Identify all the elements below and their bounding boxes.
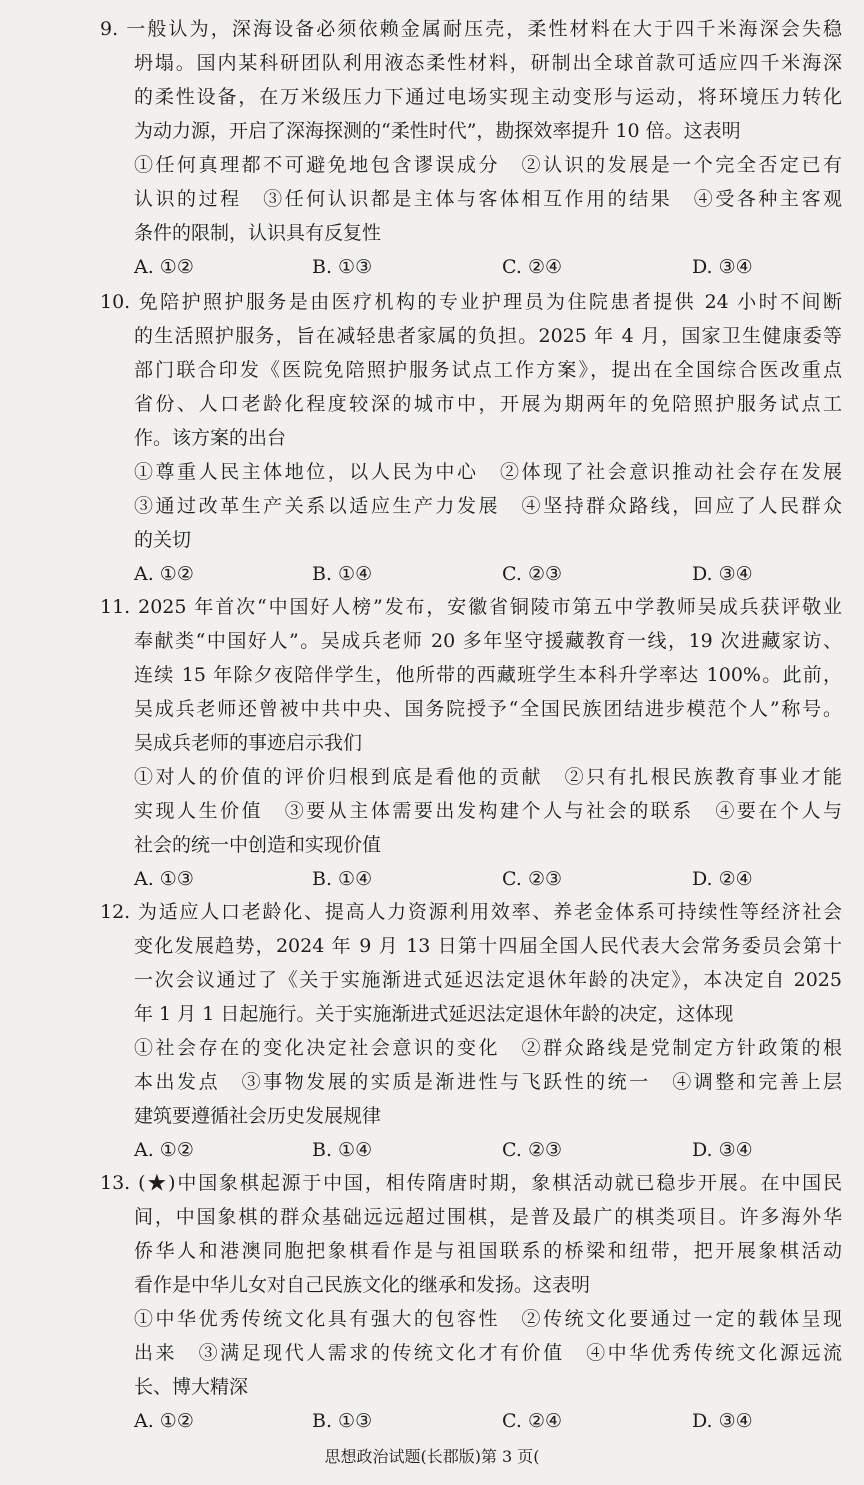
statement-line: ①尊重人民主体地位，以人民为中心 ②体现了社会意识推动社会存在发展 [134,461,842,483]
option-a: A. ①② [134,1139,194,1161]
question-stem-line: 省份、人口老龄化程度较深的城市中，开展为期两年的免陪照护服务试点工 [134,393,842,415]
answer-options [100,1133,842,1167]
statement-line: ①任何真理都不可避免地包含谬误成分 ②认识的发展是一个完全否定已有 [134,154,842,176]
statement-line: 条件的限制，认识具有反复性 [134,222,382,244]
option-c: C. ②③ [502,868,563,890]
question-stem-line: 侨华人和港澳同胞把象棋看作是与祖国联系的桥梁和纽带，把开展象棋活动 [134,1240,842,1262]
question-13 [100,1166,842,1438]
option-a: A. ①② [134,563,194,585]
question-stem-line: 9. 一般认为，深海设备必须依赖金属耐压壳，柔性材料在大于四千米海深会失稳 [100,18,842,40]
question-10 [100,285,842,591]
statement-line: ①社会存在的变化决定社会意识的变化 ②群众路线是党制定方针政策的根 [134,1037,842,1059]
question-stem-line: 13. (★)中国象棋起源于中国，相传隋唐时期，象棋活动就已稳步开展。在中国民 [100,1172,842,1194]
statement-line: 本出发点 ③事物发展的实质是渐进性与飞跃性的统一 ④调整和完善上层 [134,1071,842,1093]
statement-line: 建筑要遵循社会历史发展规律 [134,1105,382,1127]
answer-options [100,862,842,896]
option-b: B. ①④ [312,563,373,585]
option-c: C. ②④ [502,256,563,278]
question-stem-line: 年 1 月 1 日起施行。关于实施渐进式延迟法定退休年龄的决定，这体现 [134,1003,734,1025]
question-stem-line: 为动力源，开启了深海探测的“柔性时代”，勘探效率提升 10 倍。这表明 [134,120,741,142]
option-a: A. ①② [134,256,194,278]
question-stem-line: 奉献类“中国好人”。吴成兵老师 20 多年坚守援藏教育一线，19 次进藏家访、 [134,630,842,652]
question-stem-line: 的柔性设备，在万米级压力下通过电场实现主动变形与运动，将环境压力转化 [134,86,842,108]
statement-line: 实现人生价值 ③要从主体需要出发构建个人与社会的联系 ④要在个人与 [134,800,842,822]
question-stem-line: 吴成兵老师还曾被中共中央、国务院授予“全国民族团结进步模范个人”称号。 [134,698,842,720]
question-9 [100,12,842,284]
statement-line: 社会的统一中创造和实现价值 [134,834,382,856]
answer-options [100,557,842,591]
statement-line: ③通过改革生产关系以适应生产力发展 ④坚持群众路线，回应了人民群众 [134,495,842,517]
question-stem-line: 连续 15 年除夕夜陪伴学生，他所带的西藏班学生本科升学率达 100%。此前， [134,664,842,686]
question-11 [100,590,842,896]
statement-line: 认识的过程 ③任何认识都是主体与客体相互作用的结果 ④受各种主客观 [134,188,842,210]
option-b: B. ①③ [312,1410,373,1432]
option-d: D. ②④ [692,868,753,890]
question-stem-line: 看作是中华儿女对自己民族文化的继承和发扬。这表明 [134,1274,591,1296]
option-d: D. ③④ [692,256,753,278]
question-12 [100,895,842,1167]
statement-line: 出来 ③满足现代人需求的传统文化才有价值 ④中华优秀传统文化源远流 [134,1342,842,1364]
question-stem-line: 12. 为适应人口老龄化、提高人力资源利用效率、养老金体系可持续性等经济社会 [100,901,842,923]
answer-options [100,250,842,284]
option-b: B. ①④ [312,1139,373,1161]
option-d: D. ③④ [692,1410,753,1432]
option-c: C. ②③ [502,563,563,585]
question-stem-line: 一次会议通过了《关于实施渐进式延迟法定退休年龄的决定》，本决定自 2025 [134,969,842,991]
question-stem-line: 坍塌。国内某科研团队利用液态柔性材料，研制出全球首款可适应四千米海深 [134,52,842,74]
option-b: B. ①③ [312,256,373,278]
question-stem-line: 间，中国象棋的群众基础远远超过围棋，是普及最广的棋类项目。许多海外华 [134,1206,842,1228]
answer-options [100,1404,842,1438]
statement-line: ①中华优秀传统文化具有强大的包容性 ②传统文化要通过一定的载体呈现 [134,1308,842,1330]
question-stem-line: 11. 2025 年首次“中国好人榜”发布，安徽省铜陵市第五中学教师吴成兵获评敬业 [100,596,842,618]
statement-line: 的关切 [134,529,192,551]
statement-line: 长、博大精深 [134,1376,249,1398]
question-stem-line: 吴成兵老师的事迹启示我们 [134,732,363,754]
option-a: A. ①③ [134,868,194,890]
question-stem-line: 变化发展趋势，2024 年 9 月 13 日第十四届全国人民代表大会常务委员会第十 [134,935,842,957]
option-d: D. ③④ [692,1139,753,1161]
question-stem-line: 作。该方案的出台 [134,427,287,449]
question-stem-line: 的生活照护服务，旨在减轻患者家属的负担。2025 年 4 月，国家卫生健康委等 [134,325,842,347]
option-b: B. ①④ [312,868,373,890]
option-d: D. ③④ [692,563,753,585]
page-footer: 思想政治试题(长郡版)第 3 页( [324,1447,540,1466]
option-a: A. ①② [134,1410,194,1432]
question-stem-line: 10. 免陪护照护服务是由医疗机构的专业护理员为住院患者提供 24 小时不间断 [100,291,842,313]
option-c: C. ②④ [502,1410,563,1432]
statement-line: ①对人的价值的评价归根到底是看他的贡献 ②只有扎根民族教育事业才能 [134,766,842,788]
question-stem-line: 部门联合印发《医院免陪照护服务试点工作方案》，提出在全国综合医改重点 [134,359,842,381]
option-c: C. ②③ [502,1139,563,1161]
